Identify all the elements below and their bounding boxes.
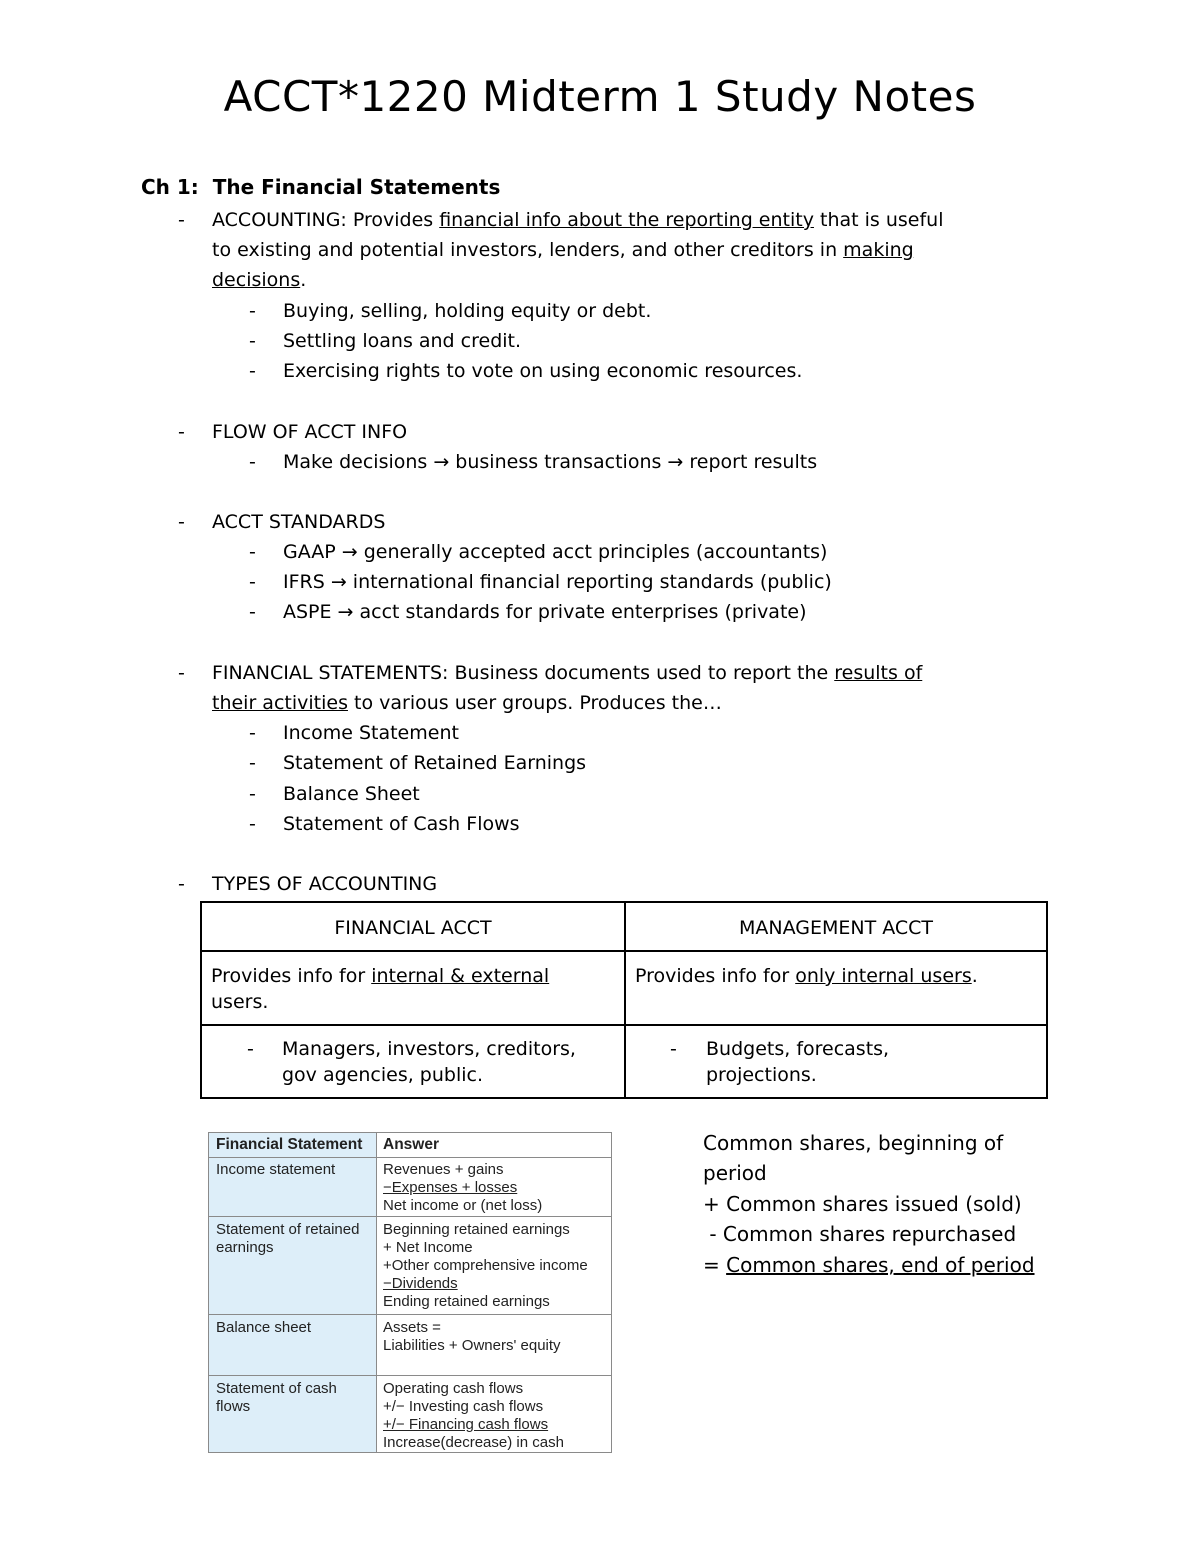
- underlined-text: their activities: [212, 692, 348, 714]
- text: Provides info for: [635, 965, 796, 987]
- bullet-dash: -: [670, 1038, 677, 1060]
- text: Managers, investors, creditors,: [282, 1038, 576, 1060]
- text: to various user groups. Produces the…: [347, 692, 722, 714]
- list-item: Buying, selling, holding equity or debt.: [283, 300, 652, 322]
- financial-row-2: [282, 1036, 576, 1088]
- list-item: GAAP → generally accepted acct principles (accountants): [283, 541, 828, 563]
- bullet-dash: -: [178, 209, 185, 231]
- table-divider: [209, 1157, 611, 1158]
- text: Budgets, forecasts,: [706, 1038, 890, 1060]
- chapter-title: The Financial Statements: [212, 175, 501, 199]
- shares-line: + Common shares issued (sold): [703, 1192, 1022, 1216]
- bullet-dash: -: [249, 601, 256, 623]
- statements-line-2: [212, 688, 722, 718]
- row-statement: Statement of retained: [216, 1221, 360, 1238]
- bullet-dash: -: [249, 571, 256, 593]
- row-answer-line: Operating cash flows: [383, 1380, 524, 1397]
- underlined-text: internal & external: [371, 965, 550, 987]
- bullet-dash: -: [249, 783, 256, 805]
- bullet-dash: -: [247, 1038, 254, 1060]
- bullet-dash: -: [249, 722, 256, 744]
- underlined-text: results of: [834, 662, 923, 684]
- chapter-label: Ch 1:: [141, 175, 199, 199]
- list-item: Balance Sheet: [283, 783, 420, 805]
- row-answer-line: Revenues + gains: [383, 1161, 504, 1178]
- statements-line-1: [212, 658, 922, 688]
- standards-heading: ACCT STANDARDS: [212, 511, 386, 533]
- row-answer-line: Increase(decrease) in cash: [383, 1434, 564, 1451]
- text: that is useful: [813, 209, 944, 231]
- list-item: Exercising rights to vote on using economic resources.: [283, 360, 803, 382]
- list-item: Income Statement: [283, 722, 459, 744]
- col-header-financial: FINANCIAL ACCT: [334, 917, 492, 939]
- list-item: Statement of Retained Earnings: [283, 752, 587, 774]
- row-answer-line: +/− Investing cash flows: [383, 1398, 544, 1415]
- text: users.: [211, 991, 269, 1013]
- text: Provides info for: [211, 965, 372, 987]
- text: projections.: [706, 1064, 817, 1086]
- financial-statement-table: [208, 1132, 612, 1453]
- chapter-heading: [141, 175, 500, 199]
- accounting-line-2: [212, 235, 914, 265]
- table-divider: [202, 1024, 1046, 1026]
- list-item: Make decisions → business transactions → report results: [283, 451, 818, 473]
- bullet-dash: -: [178, 662, 185, 684]
- management-row-1: [635, 963, 978, 989]
- row-answer-line: +/− Financing cash flows: [383, 1416, 549, 1433]
- bullet-dash: -: [178, 421, 185, 443]
- accounting-line-3: [212, 265, 306, 295]
- bullet-dash: -: [249, 330, 256, 352]
- header-answer: Answer: [383, 1136, 439, 1153]
- text: ACCOUNTING: Provides: [212, 209, 440, 231]
- text: to existing and potential investors, lenders, and other creditors in: [212, 239, 844, 261]
- underlined-text: Common shares, end of period: [726, 1253, 1035, 1277]
- row-answer-line: Liabilities + Owners' equity: [383, 1337, 561, 1354]
- header-statement: Financial Statement: [216, 1136, 363, 1153]
- row-answer-line: + Net Income: [383, 1239, 473, 1256]
- row-statement: flows: [216, 1398, 251, 1415]
- bullet-dash: -: [249, 541, 256, 563]
- text: gov agencies, public.: [282, 1064, 484, 1086]
- row-answer-line: −Dividends: [383, 1275, 458, 1292]
- bullet-dash: -: [178, 873, 185, 895]
- row-answer-line: Assets =: [383, 1319, 441, 1336]
- row-answer-line: Net income or (net loss): [383, 1197, 543, 1214]
- shares-line: Common shares, beginning of: [703, 1131, 1004, 1155]
- table-divider: [209, 1375, 611, 1376]
- bullet-dash: -: [249, 300, 256, 322]
- shares-line: - Common shares repurchased: [703, 1222, 1017, 1246]
- list-item: Settling loans and credit.: [283, 330, 522, 352]
- row-answer-line: Ending retained earnings: [383, 1293, 550, 1310]
- bullet-dash: -: [249, 752, 256, 774]
- row-answer-line: −Expenses + losses: [383, 1179, 518, 1196]
- shares-line: period: [703, 1161, 767, 1185]
- bullet-dash: -: [249, 360, 256, 382]
- bullet-dash: -: [249, 813, 256, 835]
- text: =: [703, 1253, 727, 1277]
- row-answer-line: +Other comprehensive income: [383, 1257, 588, 1274]
- row-statement: Income statement: [216, 1161, 336, 1178]
- management-row-2: [706, 1036, 889, 1088]
- list-item: Statement of Cash Flows: [283, 813, 520, 835]
- underlined-text: decisions: [212, 269, 301, 291]
- underlined-text: financial info about the reporting entity: [439, 209, 814, 231]
- financial-row-1: [211, 963, 549, 1015]
- bullet-dash: -: [178, 511, 185, 533]
- page-title: ACCT*1220 Midterm 1 Study Notes: [223, 72, 977, 121]
- accounting-types-table: [200, 901, 1048, 1099]
- table-divider: [376, 1133, 377, 1452]
- table-divider: [209, 1216, 611, 1217]
- shares-total-line: [703, 1250, 1035, 1280]
- row-answer-line: Beginning retained earnings: [383, 1221, 570, 1238]
- row-statement: Statement of cash: [216, 1380, 337, 1397]
- flow-heading: FLOW OF ACCT INFO: [212, 421, 408, 443]
- list-item: ASPE → acct standards for private enterprises (private): [283, 601, 807, 623]
- row-statement: Balance sheet: [216, 1319, 312, 1336]
- table-divider: [209, 1314, 611, 1315]
- underlined-text: making: [843, 239, 914, 261]
- underlined-text: only internal users: [795, 965, 972, 987]
- row-statement: earnings: [216, 1239, 274, 1256]
- table-divider: [202, 950, 1046, 952]
- text: FINANCIAL STATEMENTS: Business documents used to report the: [212, 662, 835, 684]
- col-header-management: MANAGEMENT ACCT: [738, 917, 934, 939]
- accounting-line-1: [212, 205, 944, 235]
- bullet-dash: -: [249, 451, 256, 473]
- text: .: [300, 269, 307, 291]
- text: .: [971, 965, 978, 987]
- list-item: IFRS → international financial reporting standards (public): [283, 571, 832, 593]
- types-heading: TYPES OF ACCOUNTING: [212, 873, 438, 895]
